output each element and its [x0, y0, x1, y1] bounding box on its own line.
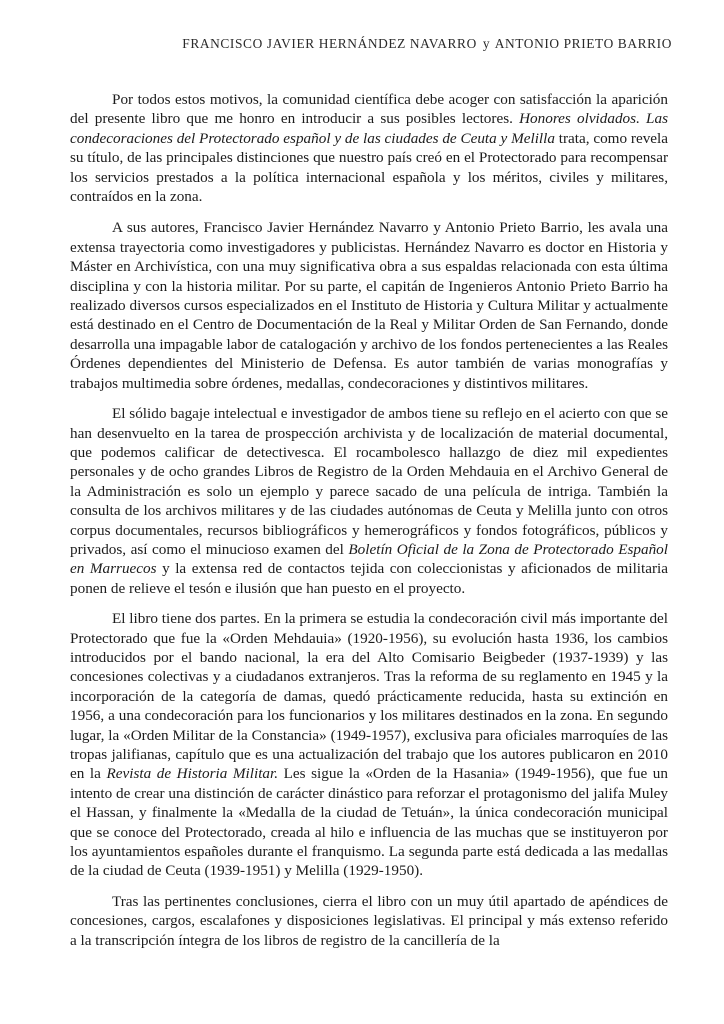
header-conjunction: y — [482, 36, 490, 51]
boletin-title-italic: Boletín Oficial de la Zona de Protectorado Español en Marruecos — [70, 540, 669, 578]
paragraph-2 — [70, 218, 668, 393]
running-header — [60, 36, 672, 52]
header-author-1: FRANCISCO JAVIER HERNÁNDEZ NAVARRO — [182, 36, 477, 51]
paragraph-4-text-cont: Les sigue la «Orden de la Hasania» (1949-1956), que fue un intento de crear una distinción de carácter dinástico para reforzar el protagonismo del jalifa Muley el Hassan, y finalmente la «Medalla de la ciudad de Tetuán», la única condecoración municipal que se conoce del Protectorado, creada al hilo e influencia de las muchas que se instituyeron por los ayuntamientos españoles durante el franquismo. La segunda parte está dedicada a las medallas de la ciudad de Ceuta (1939-1951) y Melilla (1929-1950). — [70, 765, 668, 880]
paragraph-4-text: El libro tiene dos partes. En la primera se estudia la condecoración civil más importante del Protectorado que fue la «Orden Mehdauia» (1920-1956), su evolución hasta 1936, los cambios introducidos por el bando nacional, la era del Alto Comisario Beigbeder (1937-1939) y las concesiones colectivas y a ciudadanos extranjeros. Tras la reforma de su reglamento en 1945 y la incorporación de la categoría de damas, quedó prácticamente reducida, hasta su extinción en 1956, a una condecoración para los funcionarios y los militares destinados en la zona. En segundo lugar, la «Orden Militar de la Constancia» (1949-1957), exclusiva para oficiales marroquíes de las tropas jalifianas, capítulo que es una actualización del trabajo que los autores publicaron en 2010 en la — [70, 610, 668, 783]
revista-title-italic: Revista de Historia Militar. — [106, 765, 279, 783]
paragraph-1 — [70, 90, 668, 206]
paragraph-1-text-cont: trata, como revela su título, de las principales distinciones que nuestro país creó en el Protectorado para recompensar los servicios prestados a la política internacional española y los méritos, civiles y militares, contraídos en la zona. — [70, 129, 668, 206]
paragraph-5-text: Tras las pertinentes conclusiones, cierra el libro con un muy útil apartado de apéndices de concesiones, cargos, escalafones y disposiciones legislativas. El principal y más extenso referido a la transcripción íntegra de los libros de registro de la cancillería de la — [70, 892, 668, 949]
header-author-2: ANTONIO PRIETO BARRIO — [494, 36, 672, 51]
body-text — [70, 90, 668, 961]
book-title-italic: Honores olvidados. Las condecoraciones del Protectorado español y de las ciudades de Ceuta y Melilla — [70, 110, 668, 147]
paragraph-4 — [70, 609, 668, 881]
paragraph-2-text: A sus autores, Francisco Javier Hernández Navarro y Antonio Prieto Barrio, les avala una extensa trayectoria como investigadores y publicistas. Hernández Navarro es doctor en Historia y Máster en Archivística, con una muy significativa obra a sus espaldas relacionada con esta última disciplina y con la historia militar. Por su parte, el capitán de Ingenieros Antonio Prieto Barrio ha realizado diversos cursos especializados en el Instituto de Historia y Cultura Militar y actualmente está destinado en el Centro de Documentación de la Real y Militar Orden de San Fernando, donde desarrolla una impagable labor de catalogación y archivo de los fondos pertenecientes a las Reales Órdenes dependientes del Ministerio de Defensa. Es autor también de varias monografías y trabajos multimedia sobre órdenes, medallas, condecoraciones y distintivos militares. — [70, 219, 668, 392]
paragraph-1-text: Por todos estos motivos, la comunidad científica debe acoger con satisfacción la aparición del presente libro que me honro en introducir a sus posibles lectores. — [70, 91, 668, 128]
paragraph-3-text-cont: y la extensa red de contactos tejida con coleccionistas y aficionados de militaria ponen de relieve el tesón e ilusión que han puesto en el proyecto. — [70, 560, 668, 597]
paragraph-3 — [70, 404, 668, 598]
paragraph-3-text: El sólido bagaje intelectual e investigador de ambos tiene su reflejo en el acierto con que se han desenvuelto en la tarea de prospección archivista y de localización de material documental, que podemos calificar de detectivesca. El rocambolesco hallazgo de diez mil expedientes personales y de ocho grandes Libros de Registro de la Orden Mehdauia en el Archivo General de la Administración es solo un ejemplo y parece sacado de una película de intriga. También la consulta de los archivos militares y de las ciudades autónomas de Ceuta y Melilla junto con otros corpus documentales, recursos bibliográficos y hemerográficos y fondos fotográficos, públicos y privados, así como el minucioso examen del — [70, 405, 668, 558]
paragraph-5 — [70, 892, 668, 950]
